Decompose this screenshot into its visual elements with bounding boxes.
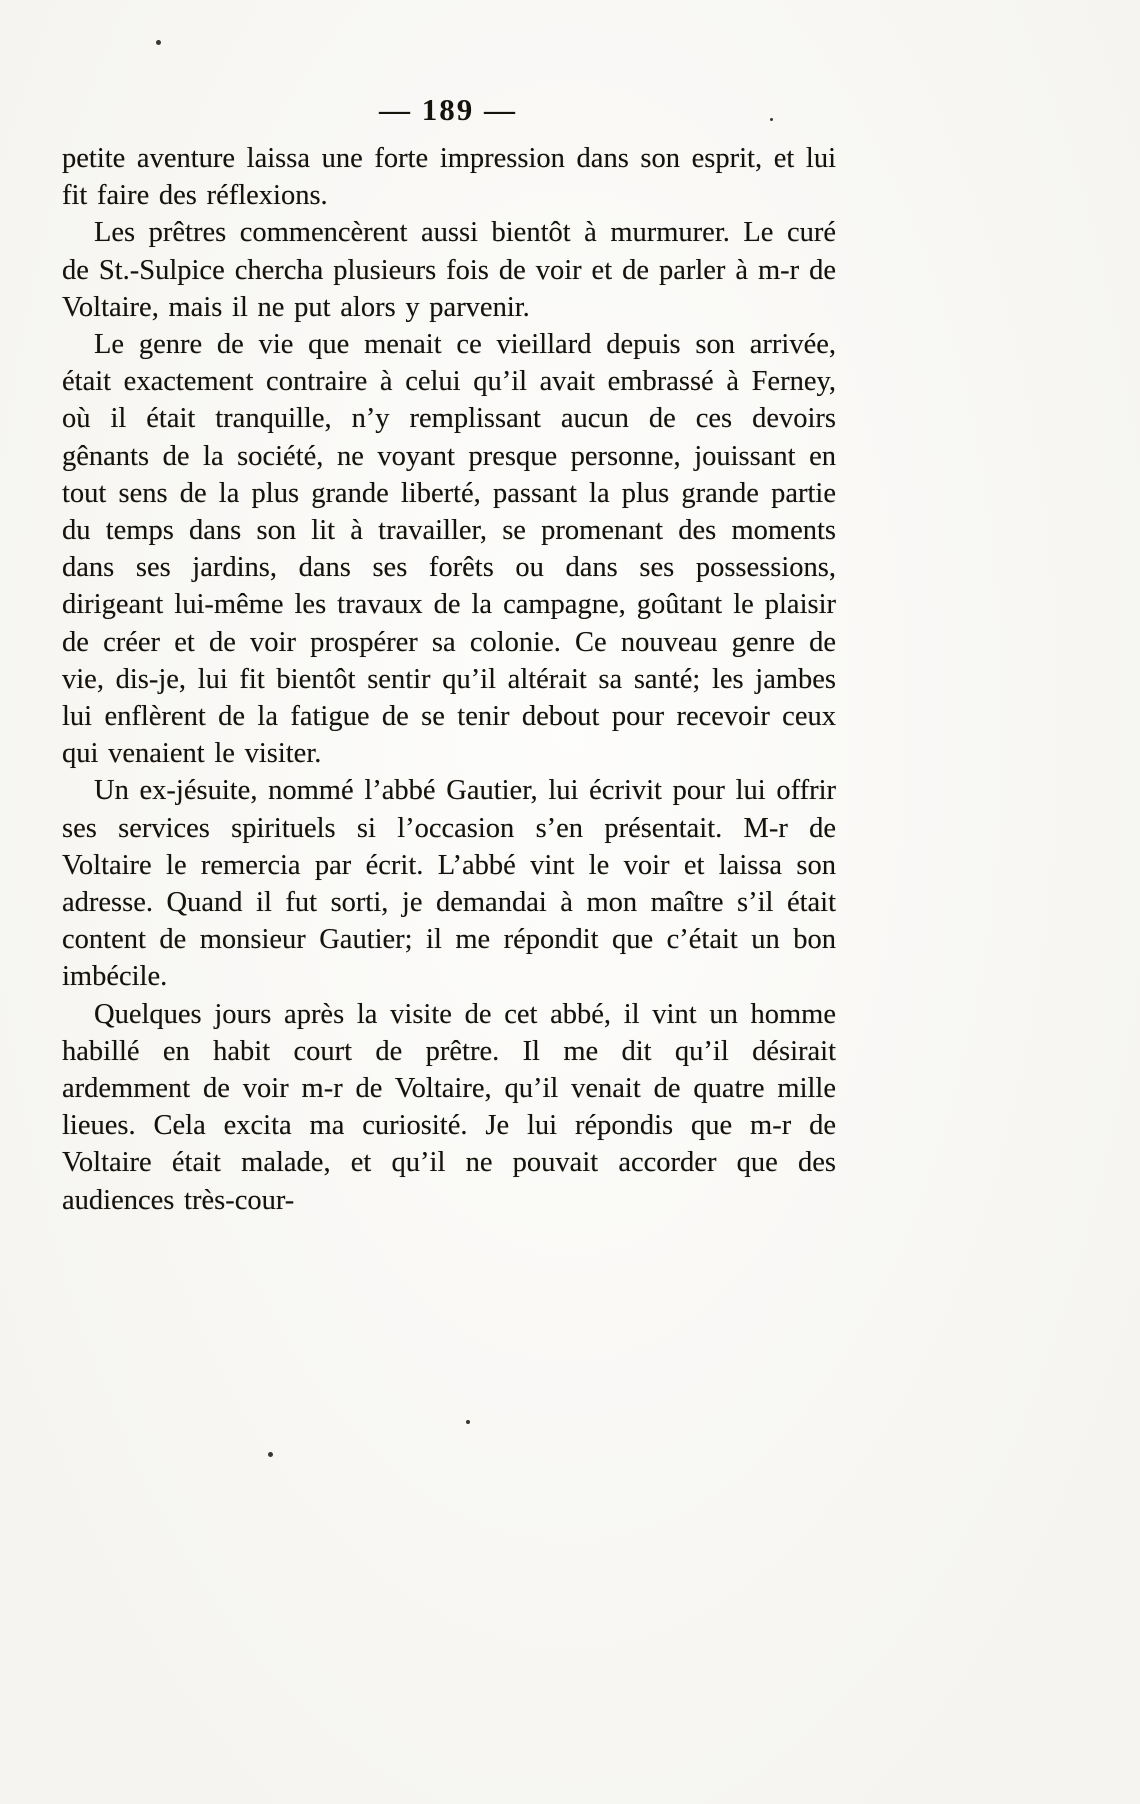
page-number: — 189 — — [379, 92, 517, 127]
paragraph: Les prêtres commencèrent aussi bientôt à murmurer. Le curé de St.-Sulpice chercha plusieurs fois de voir et de parler à m-r de Voltaire, mais il ne put alors y parvenir. — [62, 217, 836, 323]
scan-speck — [268, 1452, 273, 1457]
scan-speck — [156, 40, 161, 45]
text-block — [62, 140, 836, 1219]
paragraph: petite aventure laissa une forte impression dans son esprit, et lui fit faire des réflexions. — [62, 143, 836, 212]
scan-speck — [466, 1420, 470, 1424]
scan-speck — [770, 118, 773, 121]
paragraph: Le genre de vie que menait ce vieillard depuis son arrivée, était exactement contraire à celui qu’il avait embrassé à Ferney, où il était tranquille, n’y remplissant aucun de ces devoirs gênants de la société, ne voyant presque personne, jouissant en tout sens de la plus grande liberté, passant la plus grande partie du temps dans son lit à travailler, se promenant des moments dans ses jardins, dans ses forêts ou dans ses possessions, dirigeant lui-même les travaux de la campagne, goûtant le plaisir de créer et de voir prospérer sa colonie. Ce nouveau genre de vie, dis-je, lui fit bientôt sentir qu’il altérait sa santé; les jambes lui enflèrent de la fatigue de se tenir debout pour recevoir ceux qui venaient le visiter. — [62, 329, 836, 770]
paragraph: Quelques jours après la visite de cet abbé, il vint un homme habillé en habit court de prêtre. Il me dit qu’il désirait ardemment de voir m-r de Voltaire, qu’il venait de quatre mille lieues. Cela excita ma curiosité. Je lui répondis que m-r de Voltaire était malade, et qu’il ne pouvait accorder que des audiences très-cour- — [62, 998, 836, 1216]
paragraph: Un ex-jésuite, nommé l’abbé Gautier, lui écrivit pour lui offrir ses services spirituels si l’occasion s’en présentait. M-r de Voltaire le remercia par écrit. L’abbé vint le voir et laissa son adresse. Quand il fut sorti, je demandai à mon maître s’il était content de monsieur Gautier; il me répondit que c’était un bon imbécile. — [62, 775, 836, 993]
